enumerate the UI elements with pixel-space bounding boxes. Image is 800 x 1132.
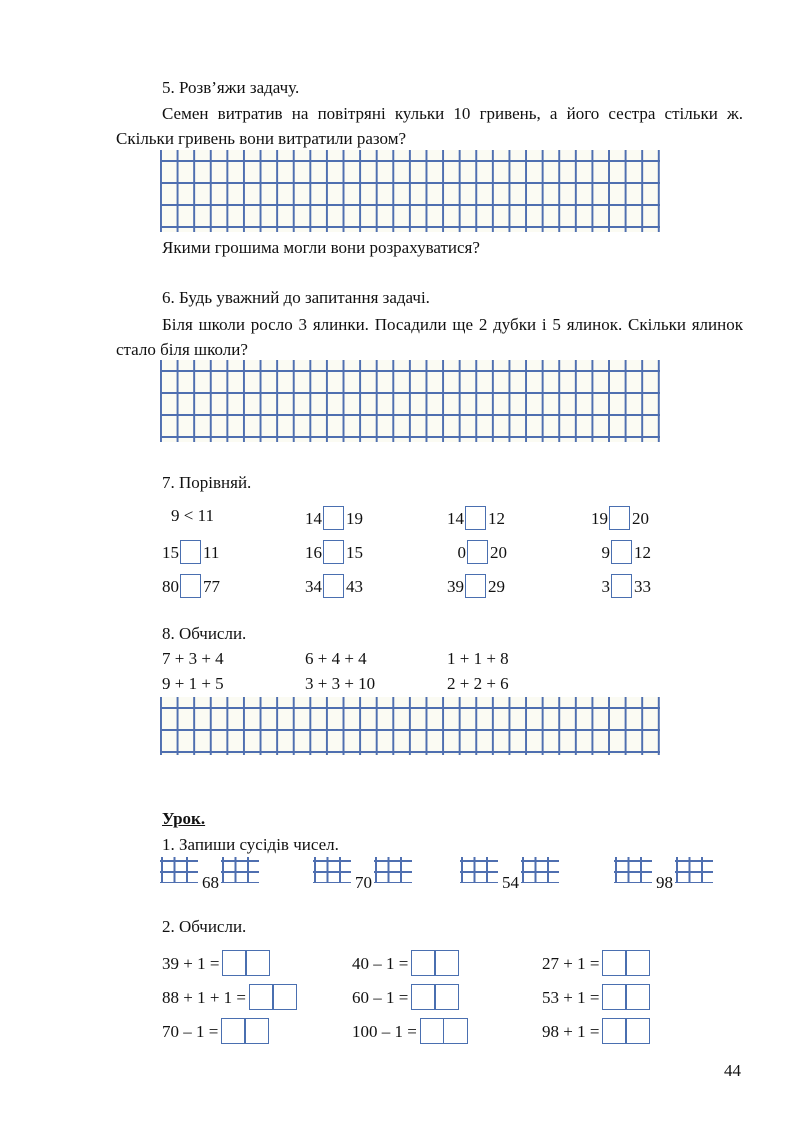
calc-expression: 98 + 1 = <box>542 1022 600 1041</box>
calc-expression: 70 – 1 = <box>162 1022 219 1041</box>
calc-answer-box[interactable] <box>411 984 459 1010</box>
compare-answer-box[interactable] <box>180 540 201 564</box>
neighbor-number: 70 <box>355 873 372 892</box>
compare-right: 19 <box>346 509 363 528</box>
calc-answer-box[interactable] <box>602 1018 650 1044</box>
calc-answer-box[interactable] <box>221 1018 269 1044</box>
neighbor-item <box>160 857 259 893</box>
neighbor-item <box>313 857 412 893</box>
calc-item <box>542 1018 650 1044</box>
lesson-title: Урок. <box>162 809 206 828</box>
compare-item <box>447 574 505 598</box>
compare-left: 14 <box>447 509 464 528</box>
compare-left: 34 <box>305 577 322 596</box>
neighbor-right-cells[interactable] <box>374 857 412 883</box>
expression: 1 + 1 + 8 <box>447 649 509 668</box>
expression: 2 + 2 + 6 <box>447 674 509 693</box>
calc-expression: 39 + 1 = <box>162 954 220 973</box>
task5-text: Семен витратив на повітряні кульки 10 гривень, а його сестра стільки ж. Скільки гривень вони витратили разом? <box>116 104 743 148</box>
compare-item <box>591 540 651 564</box>
compare-right: 43 <box>346 577 363 596</box>
calc-answer-box[interactable] <box>249 984 297 1010</box>
neighbor-left-cells[interactable] <box>313 857 351 883</box>
compare-left: 15 <box>162 543 179 562</box>
task5-answer-grid[interactable] <box>160 150 660 232</box>
compare-right: 12 <box>634 543 651 562</box>
compare-item <box>305 574 363 598</box>
compare-done: 9 < 11 <box>171 506 214 525</box>
neighbor-right-cells[interactable] <box>521 857 559 883</box>
calc-expression: 27 + 1 = <box>542 954 600 973</box>
compare-answer-box[interactable] <box>609 506 630 530</box>
task8-heading: 8. Обчисли. <box>162 624 247 643</box>
calc-answer-box[interactable] <box>602 984 650 1010</box>
calc-item <box>352 984 459 1010</box>
calc-item <box>352 1018 468 1044</box>
compare-item <box>162 506 214 526</box>
compare-item <box>591 506 649 530</box>
task7-heading: 7. Порівняй. <box>162 473 252 492</box>
compare-left: 39 <box>447 577 464 596</box>
compare-left: 3 <box>601 577 610 596</box>
task8-answer-grid[interactable] <box>160 697 660 755</box>
compare-right: 77 <box>203 577 220 596</box>
compare-right: 20 <box>490 543 507 562</box>
expression: 3 + 3 + 10 <box>305 674 376 693</box>
calc-expression: 60 – 1 = <box>352 988 409 1007</box>
calc-answer-divider <box>625 1019 627 1043</box>
calc-answer-divider <box>434 985 436 1009</box>
calc-item <box>352 950 459 976</box>
neighbor-right-cells[interactable] <box>221 857 259 883</box>
compare-right: 15 <box>346 543 363 562</box>
task6-text: Біля школи росло 3 ялинки. Посадили ще 2 дубки і 5 ялинок. Скільки ялинок стало біля школи? <box>116 315 743 359</box>
compare-item <box>162 540 219 564</box>
compare-right: 20 <box>632 509 649 528</box>
neighbor-item <box>614 857 713 893</box>
calc-item <box>162 1018 269 1044</box>
compare-answer-box[interactable] <box>465 506 486 530</box>
lesson-task1-heading: 1. Запиши сусідів чисел. <box>162 835 339 854</box>
compare-answer-box[interactable] <box>467 540 488 564</box>
task5-question: Якими грошима могли вони розрахуватися? <box>162 238 480 257</box>
compare-answer-box[interactable] <box>611 574 632 598</box>
compare-right: 33 <box>634 577 651 596</box>
compare-answer-box[interactable] <box>323 540 344 564</box>
compare-right: 29 <box>488 577 505 596</box>
calc-item <box>542 984 650 1010</box>
neighbor-left-cells[interactable] <box>460 857 498 883</box>
expression: 7 + 3 + 4 <box>162 649 224 668</box>
neighbor-item <box>460 857 559 893</box>
calc-item <box>542 950 650 976</box>
page-number: 44 <box>724 1061 741 1080</box>
calc-expression: 88 + 1 + 1 = <box>162 988 247 1007</box>
calc-answer-divider <box>625 985 627 1009</box>
compare-answer-box[interactable] <box>323 574 344 598</box>
compare-item <box>305 506 363 530</box>
compare-item <box>447 506 505 530</box>
neighbor-number: 54 <box>502 873 519 892</box>
calc-answer-divider <box>272 985 274 1009</box>
compare-item <box>305 540 363 564</box>
compare-left: 80 <box>162 577 179 596</box>
neighbor-left-cells[interactable] <box>614 857 652 883</box>
compare-left: 9 <box>601 543 610 562</box>
calc-answer-divider <box>434 951 436 975</box>
compare-right: 12 <box>488 509 505 528</box>
calc-expression: 53 + 1 = <box>542 988 600 1007</box>
compare-answer-box[interactable] <box>465 574 486 598</box>
calc-answer-divider <box>625 951 627 975</box>
expression: 9 + 1 + 5 <box>162 674 224 693</box>
calc-item <box>162 984 297 1010</box>
neighbor-number: 98 <box>656 873 673 892</box>
expression: 6 + 4 + 4 <box>305 649 367 668</box>
calc-expression: 100 – 1 = <box>352 1022 417 1041</box>
task6-answer-grid[interactable] <box>160 360 660 442</box>
compare-right: 11 <box>203 543 220 562</box>
calc-answer-box[interactable] <box>602 950 650 976</box>
neighbor-right-cells[interactable] <box>675 857 713 883</box>
compare-item <box>591 574 651 598</box>
calc-answer-box[interactable] <box>411 950 459 976</box>
neighbor-number: 68 <box>202 873 219 892</box>
compare-answer-box[interactable] <box>323 506 344 530</box>
compare-answer-box[interactable] <box>611 540 632 564</box>
compare-answer-box[interactable] <box>180 574 201 598</box>
calc-answer-box[interactable] <box>420 1018 468 1044</box>
lesson-task2-heading: 2. Обчисли. <box>162 917 247 936</box>
compare-item <box>162 574 220 598</box>
calc-answer-box[interactable] <box>222 950 270 976</box>
task6-heading: 6. Будь уважний до запитання задачі. <box>162 288 430 307</box>
calc-expression: 40 – 1 = <box>352 954 409 973</box>
task5-heading: 5. Розв’яжи задачу. <box>162 78 300 97</box>
compare-left: 0 <box>457 543 466 562</box>
calc-item <box>162 950 270 976</box>
compare-left: 16 <box>305 543 322 562</box>
compare-left: 19 <box>591 509 608 528</box>
compare-left: 14 <box>305 509 322 528</box>
calc-answer-divider <box>244 1019 246 1043</box>
compare-item <box>447 540 507 564</box>
neighbor-left-cells[interactable] <box>160 857 198 883</box>
calc-answer-divider <box>443 1019 445 1043</box>
calc-answer-divider <box>245 951 247 975</box>
